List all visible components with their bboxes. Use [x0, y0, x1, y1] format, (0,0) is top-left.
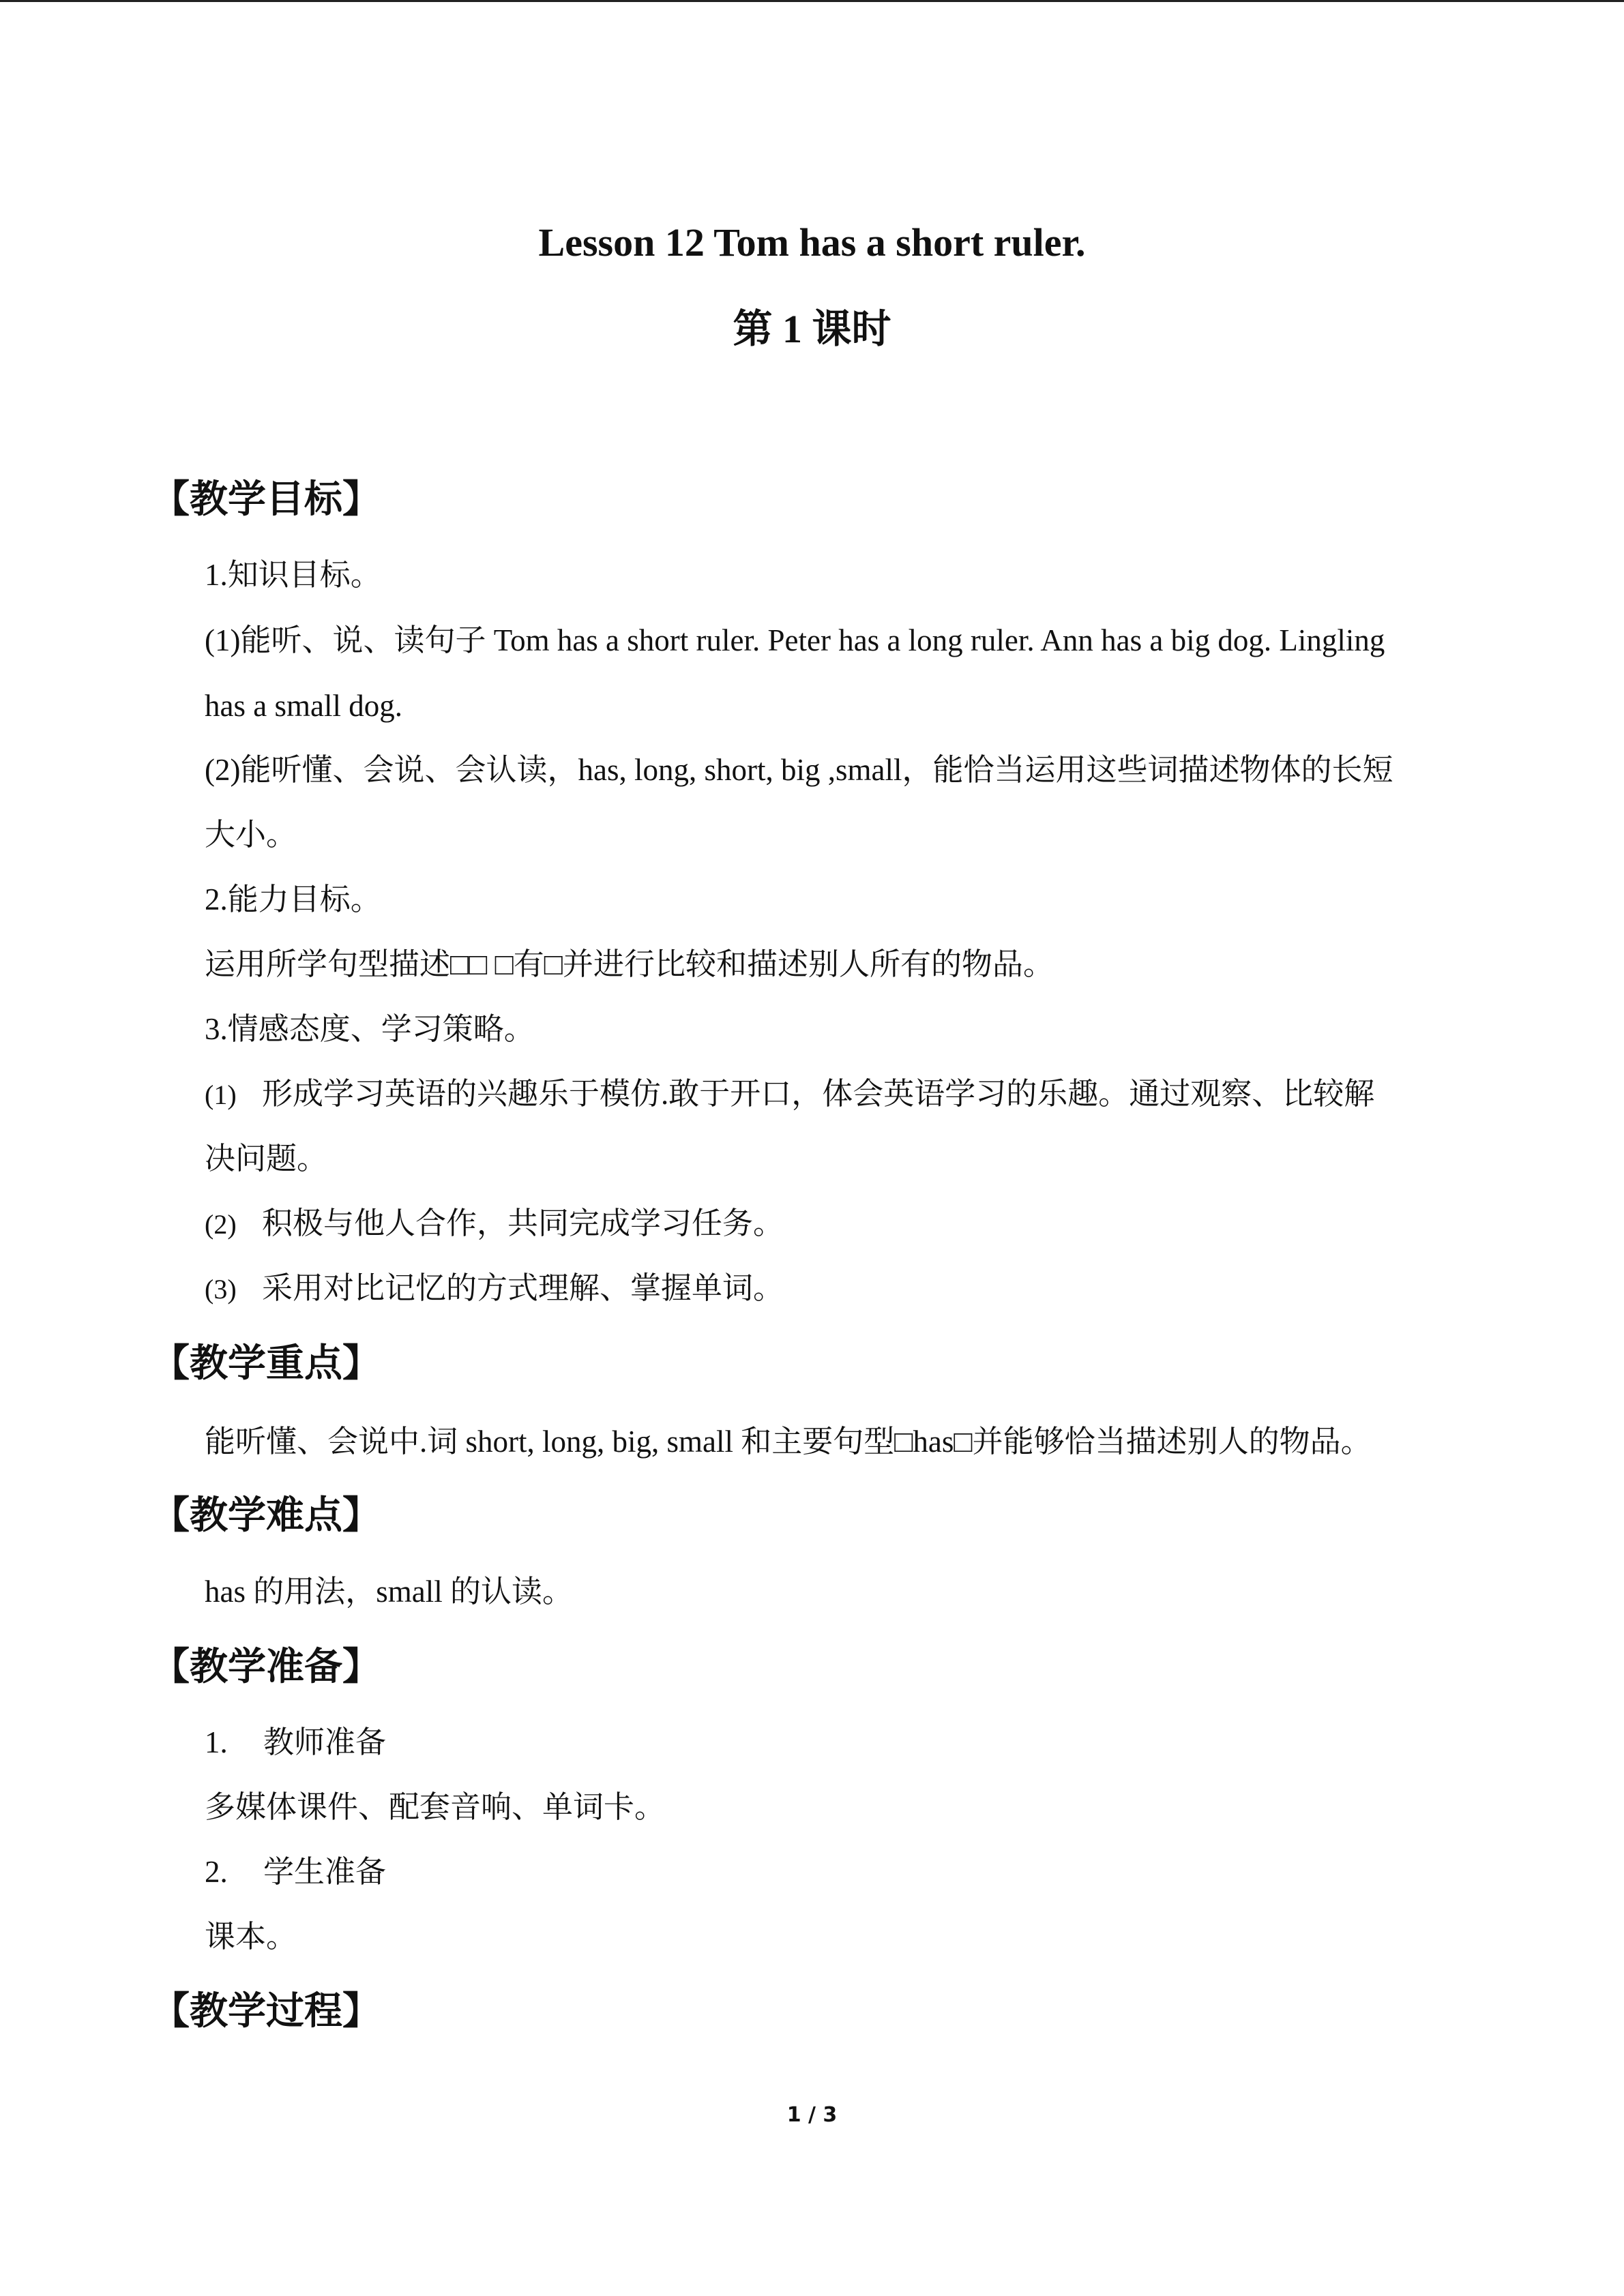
difficulties-line: has 的用法，small 的认读。 [205, 1575, 573, 1609]
lesson-title: Lesson 12 Tom has a short ruler. [538, 220, 1086, 265]
item-number: 1. [205, 1725, 228, 1759]
item-label: 教师准备 [263, 1725, 387, 1759]
item-label: 学生准备 [263, 1855, 387, 1889]
preparation-detail: 多媒体课件、配套音响、单词卡。 [205, 1790, 666, 1824]
item-text: 采用对比记忆的方式理解、掌握单词。 [262, 1271, 784, 1305]
item-text: 形成学习英语的兴趣乐于模仿.敢于开口，体会英语学习的乐趣。通过观察、比较解 [262, 1077, 1375, 1111]
top-border-line [0, 0, 1624, 2]
item-text: 积极与他人合作，共同完成学习任务。 [262, 1206, 784, 1240]
item-number: 2. [205, 1855, 228, 1889]
item-number: (1) [205, 1079, 237, 1110]
item-number: (2) [205, 1209, 237, 1240]
item-text: 决问题。 [205, 1142, 328, 1176]
section-heading-objectives: 【教学目标】 [151, 479, 381, 521]
numbered-objective-continuation [205, 1137, 327, 1180]
objective-line: (2)能听懂、会说、会认读，has, long, short, big ,small，能恰当运用这些词描述物体的长短 [205, 753, 1393, 787]
lesson-subtitle: 第 1 课时 [733, 307, 891, 351]
objective-line: 2.能力目标。 [205, 882, 381, 916]
objective-line: has a small dog. [205, 689, 402, 723]
section-heading-preparation: 【教学准备】 [151, 1646, 381, 1688]
preparation-detail: 课本。 [205, 1920, 297, 1954]
section-heading-process: 【教学过程】 [151, 1991, 381, 2033]
section-heading-key-points: 【教学重点】 [151, 1343, 381, 1385]
preparation-item [205, 1720, 386, 1764]
item-number: (3) [205, 1274, 237, 1304]
numbered-objective [205, 1266, 784, 1311]
objective-line: 3.情感态度、学习策略。 [205, 1012, 535, 1046]
page-number: 1 / 3 [786, 2103, 838, 2127]
objective-line: 大小。 [205, 818, 297, 852]
objective-line: 1.知识目标。 [205, 558, 381, 592]
numbered-objective [205, 1072, 1374, 1117]
objective-line: (1)能听、说、读句子 Tom has a short ruler. Peter has a long ruler. Ann has a big dog. Lingling [205, 623, 1385, 657]
preparation-item [205, 1850, 386, 1894]
numbered-objective [205, 1202, 784, 1247]
key-points-line: 能听懂、会说中.词 short, long, big, small 和主要句型□has□并能够恰当描述别人的物品。 [205, 1425, 1372, 1459]
objective-line: 运用所学句型描述□□ □有□并进行比较和描述别人所有的物品。 [205, 947, 1054, 981]
section-heading-difficulties: 【教学难点】 [151, 1495, 381, 1537]
